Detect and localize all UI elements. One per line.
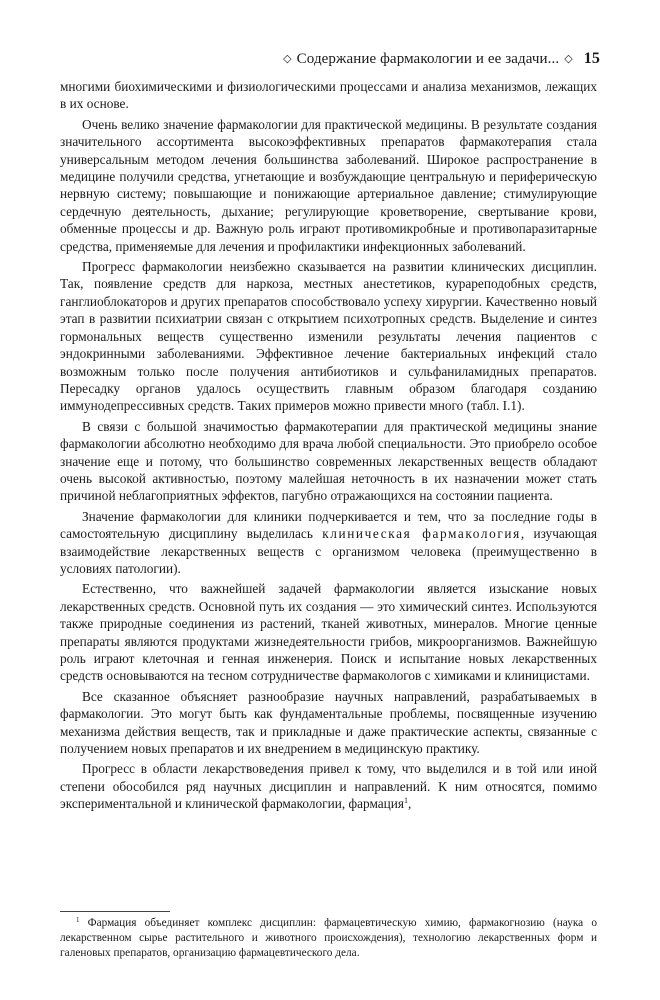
diamond-icon: ◇ [283, 53, 292, 65]
running-header [60, 50, 600, 68]
paragraph: Прогресс фармакологии неизбежно сказывается на развитии клинических дисциплин. Так, появление средств для наркоза, местных анестетиков, курареподобных средств, ганглиоблокаторов и других препаратов способствовало успеху хирургии. Качественно новый этап в развитии психиатрии связан с открытием психотропных средств. Выделение и синтез гормональных веществ существенно изменили результаты лечения пациентов с эндокринными заболеваниями. Эффективное лечение бактериальных инфекций стало возможным только после получения антибиотиков и сульфаниламидных препаратов. Пересадку органов удалось осуществить главным образом благодаря созданию иммунодепрессивных средств. Таких примеров можно привести много (табл. I.1). [60, 259, 597, 414]
diamond-icon: ◇ [564, 53, 573, 65]
footnote-reference[interactable]: 1 [404, 796, 409, 806]
footnote-text: Фармация объединяет комплекс дисциплин: фармацевтическую химию, фармакогнозию (наука о лекарственном сырье растительного и животного происхождения), технологию лекарственных форм и галеновых препаратов, организацию фармацевтического дела. [60, 917, 597, 959]
paragraph-text: , изучающая взаимодействие лекарственных веществ с организмом человека (преимущественно в условиях патологии). [60, 526, 597, 576]
paragraph: многими биохимическими и физиологическими процессами и анализа механизмов, лежащих в их основе. [60, 79, 597, 112]
header-title: Содержание фармакологии и ее задачи... [296, 51, 560, 67]
page-number: 15 [583, 50, 600, 67]
paragraph [60, 508, 597, 578]
paragraph-text: , [408, 796, 412, 812]
emphasized-term: клиническая фармакология [322, 526, 521, 542]
paragraph-text: Прогресс в области лекарствоведения привел к тому, что выделился и в той или иной степени обособился ряд научных дисциплин и направлений. К ним относятся, помимо экспериментальной и клинической фармакологии, фармация [60, 761, 597, 812]
paragraph: Все сказанное объясняет разнообразие научных направлений, разрабатываемых в фармакологии. Это могут быть как фундаментальные проблемы, посвященные изучению механизма действия веществ, так и прикладные и даже практические аспекты, связанные с получением новых препаратов и их внедрением в медицинскую практику. [60, 688, 597, 757]
paragraph-text: Значение фармакологии для клиники подчеркивается и тем, что за последние годы в самостоятельную дисциплину выделилась [60, 508, 597, 542]
body-text [60, 78, 597, 816]
paragraph: В связи с большой значимостью фармакотерапии для практической медицины знание фармакологии абсолютно необходимо для врача любой специальности. Это приобрело особое значение еще и потому, что большинство современных лекарственных веществ обладают очень высокой активностью, поэтому малейшая неточность в их назначении может стать причиной неблагоприятных эффектов, пагубно отражающихся на состоянии пациента. [60, 418, 597, 504]
footnote-marker: 1 [76, 916, 80, 924]
footnote-divider [60, 911, 170, 912]
paragraph: Очень велико значение фармакологии для практической медицины. В результате создания значительного ассортимента высокоэффективных препаратов фармакотерапия стала универсальным методом лечения большинства заболеваний. Широкое распространение в медицине получили средства, угнетающие и возбуждающие центральную и периферическую нервную систему; повышающие и понижающие артериальное давление; стимулирующие сердечную деятельность, дыхание; регулирующие кроветворение, свертывание крови, обменные процессы и др. Важную роль играют противомикробные и противопаразитарные средства, применяемые для лечения и профилактики инфекционных заболеваний. [60, 116, 597, 254]
paragraph: Естественно, что важнейшей задачей фармакологии является изыскание новых лекарственных средств. Основной путь их создания — это химический синтез. Используются также природные соединения из растений, тканей животных, минералов. Многие ценные препараты являются продуктами жизнедеятельности грибов, микроорганизмов. Важнейшую роль играют клеточная и генная инженерия. Поиск и испытание новых лекарственных средств основываются на тесном сотрудничестве фармакологов с химиками и клиницистами. [60, 581, 597, 684]
footnote [60, 916, 597, 961]
paragraph [60, 760, 597, 812]
